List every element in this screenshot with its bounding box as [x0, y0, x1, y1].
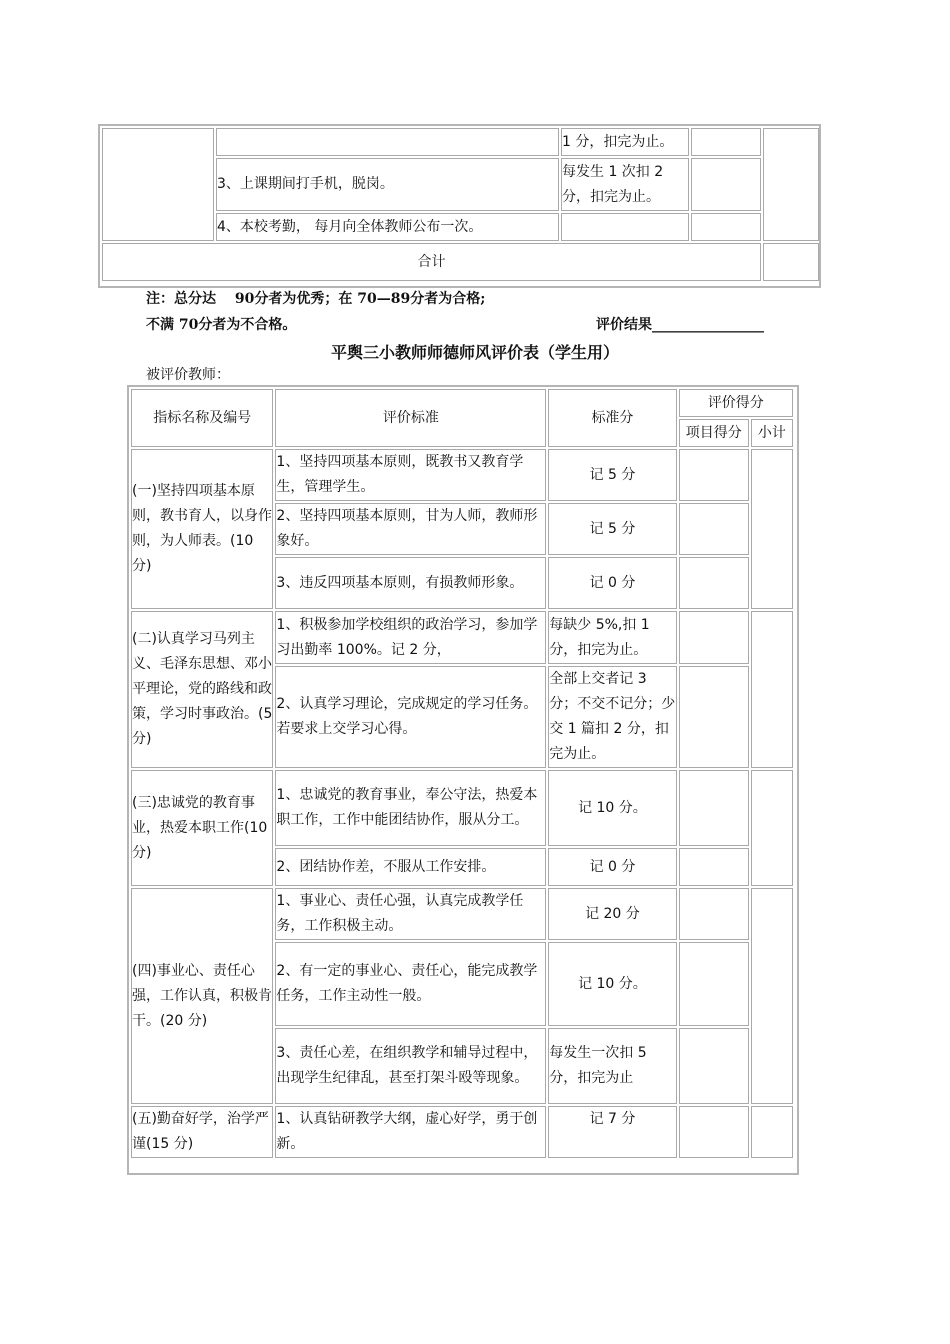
top-item-cell: 3、上课期间打手机，脱岗。 — [216, 158, 559, 211]
score-cell: 记 20 分 — [548, 888, 676, 940]
score-cell: 记 10 分。 — [548, 770, 676, 846]
score-cell: 每发生一次扣 5 分，扣完为止 — [548, 1028, 676, 1104]
score-cell: 记 0 分 — [548, 557, 676, 609]
standard-cell: 1、忠诚党的教育事业，奉公守法，热爱本职工作，工作中能团结协作，服从分工。 — [275, 770, 546, 846]
total-label: 合计 — [102, 243, 761, 281]
item-score-cell — [679, 1028, 749, 1104]
score-cell: 记 7 分 — [548, 1106, 676, 1158]
item-score-cell — [679, 848, 749, 886]
score-cell: 记 5 分 — [548, 503, 676, 555]
standard-cell: 2、坚持四项基本原则，甘为人师，教师形象好。 — [275, 503, 546, 555]
item-score-cell — [679, 611, 749, 664]
standard-cell: 1、事业心、责任心强，认真完成教学任务，工作积极主动。 — [275, 888, 546, 940]
subtotal-cell — [751, 770, 793, 886]
subtotal-cell — [751, 1106, 793, 1158]
header-eval: 评价得分 — [679, 389, 793, 417]
score-cell: 记 0 分 — [548, 848, 676, 886]
score-cell: 全部上交者记 3 分；不交不记分；少交 1 篇扣 2 分，扣完为止。 — [548, 666, 676, 768]
score-cell: 记 5 分 — [548, 449, 676, 501]
item-score-cell — [679, 888, 749, 940]
standard-cell: 2、有一定的事业心、责任心，能完成教学任务，工作主动性一般。 — [275, 942, 546, 1026]
top-rule-cell — [561, 213, 689, 241]
header-item-score: 项目得分 — [679, 419, 749, 447]
top-rule-cell: 1 分，扣完为止。 — [561, 128, 689, 156]
item-score-cell — [679, 942, 749, 1026]
standard-cell: 1、积极参加学校组织的政治学习，参加学习出勤率 100%。记 2 分， — [275, 611, 546, 664]
total-value — [763, 243, 819, 281]
header-index: 指标名称及编号 — [131, 389, 273, 447]
score-cell: 记 10 分。 — [548, 942, 676, 1026]
note-line-1: 注：总分达 90分者为优秀；在 70—89分者为合格; — [146, 291, 486, 307]
top-item-cell — [216, 128, 559, 156]
item-score-cell — [679, 666, 749, 768]
standard-cell: 1、坚持四项基本原则，既教书又教育学生，管理学生。 — [275, 449, 546, 501]
section-name-2: (二)认真学习马列主义、毛泽东思想、邓小平理论，党的路线和政策，学习时事政治。(5 分) — [131, 611, 273, 768]
note-line-2: 不满 70分者为不合格。 — [146, 317, 297, 333]
section-name-3: (三)忠诚党的教育事业，热爱本职工作(10 分) — [131, 770, 273, 886]
top-item-cell: 4、本校考勤， 每月向全体教师公布一次。 — [216, 213, 559, 241]
result-label: 评价结果________________ — [596, 317, 764, 333]
standard-cell: 2、认真学习理论，完成规定的学习任务。若要求上交学习心得。 — [275, 666, 546, 768]
item-score-cell — [679, 557, 749, 609]
header-subtotal: 小计 — [751, 419, 793, 447]
header-standard: 评价标准 — [275, 389, 546, 447]
section-name-4: (四)事业心、责任心强，工作认真，积极肯干。(20 分) — [131, 888, 273, 1104]
top-table — [100, 126, 821, 283]
form-title: 平舆三小教师师德师风评价表（学生用） — [330, 343, 619, 362]
subtotal-cell — [751, 449, 793, 609]
top-score-cell — [691, 158, 761, 211]
section-name-1: (一)坚持四项基本原则，教书育人，以身作则，为人师表。(10 分) — [131, 449, 273, 609]
standard-cell: 1、认真钻研教学大纲，虚心好学，勇于创新。 — [275, 1106, 546, 1158]
standard-cell: 3、违反四项基本原则，有损教师形象。 — [275, 557, 546, 609]
score-cell: 每缺少 5%,扣 1 分，扣完为止。 — [548, 611, 676, 664]
item-score-cell — [679, 503, 749, 555]
item-score-cell — [679, 1106, 749, 1158]
top-score-cell — [691, 128, 761, 156]
eval-table — [129, 387, 795, 1160]
teacher-label: 被评价教师： — [146, 367, 230, 383]
item-score-cell — [679, 449, 749, 501]
standard-cell: 2、团结协作差，不服从工作安排。 — [275, 848, 546, 886]
top-score-cell — [691, 213, 761, 241]
header-score: 标准分 — [548, 389, 676, 447]
top-rule-cell: 每发生 1 次扣 2 分，扣完为止。 — [561, 158, 689, 211]
section-name-5: (五)勤奋好学，治学严谨(15 分) — [131, 1106, 273, 1158]
top-subtotal-cell — [763, 128, 819, 241]
subtotal-cell — [751, 611, 793, 768]
top-section-cell — [102, 128, 214, 241]
item-score-cell — [679, 770, 749, 846]
standard-cell: 3、责任心差，在组织教学和辅导过程中，出现学生纪律乱，甚至打架斗殴等现象。 — [275, 1028, 546, 1104]
subtotal-cell — [751, 888, 793, 1104]
